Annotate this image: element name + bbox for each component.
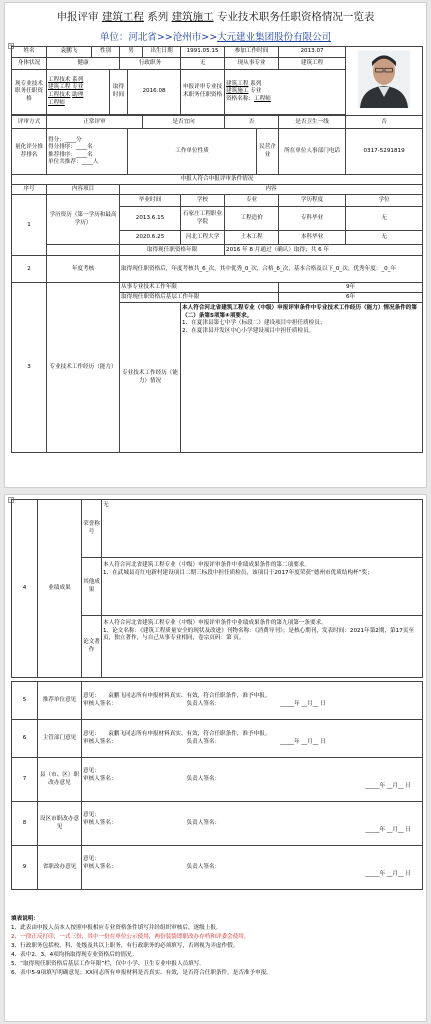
label-years-held: 取得现任职资格年限 bbox=[120, 245, 225, 256]
label-grassroots-years: 取得现任职资格后基层工作年限 bbox=[120, 293, 279, 303]
label-work-experience: 专业技术工作经历（能力） bbox=[47, 283, 120, 453]
value-grassroots-years: 6年 bbox=[279, 293, 423, 303]
value-hr-phone: 0317-5291819 bbox=[346, 129, 423, 175]
value-health-frontline: 否 bbox=[346, 116, 423, 129]
main-table-page1 bbox=[11, 46, 423, 453]
row-no-3: 3 bbox=[12, 283, 47, 453]
label-hr-phone: 所在单位人事部门电话 bbox=[279, 129, 346, 175]
value-employer-nature: 民营企业 bbox=[257, 129, 279, 175]
label-employer-nature: 工作单位性质 bbox=[128, 129, 257, 175]
page-one bbox=[4, 2, 427, 488]
value-years-held: 2016 年 8 月通过（确认）取得；共 6 年 bbox=[225, 245, 423, 256]
value-years-in-field: 9年 bbox=[279, 283, 423, 293]
value-sex: 男 bbox=[120, 47, 143, 58]
label-admin-post: 行政职务 bbox=[120, 58, 181, 69]
photo-cell bbox=[346, 47, 423, 116]
label-opinion: 主管部门意见 bbox=[38, 720, 82, 758]
label-engaged-major: 现从事专业 bbox=[225, 58, 279, 69]
edu-row-degree: 本科毕业 bbox=[279, 231, 346, 245]
unit-line: 单位：河北省>>沧州市>>大元建业集团股份有限公司 bbox=[99, 32, 332, 43]
value-birth: 1991.05.15 bbox=[181, 47, 225, 58]
value-health: 健康 bbox=[47, 58, 120, 69]
page-title: 申报评审 建筑工程 系列 建筑施工 专业技术职务任职资格情况一览表 bbox=[56, 11, 375, 23]
value-grassroots: 否 bbox=[225, 116, 279, 129]
edu-header-school: 学校 bbox=[181, 195, 225, 207]
opinion-cell: 意见： 审核人签名： 负责人签名： _____年 __月__ 日 bbox=[82, 846, 423, 890]
value-work-start: 2013.07 bbox=[279, 47, 346, 58]
row-no-5: 5 bbox=[12, 682, 38, 720]
opinion-cell: 意见： 袁鹏飞同志所有申报材料真实、有效，符合任职条件，准予申报。 审核人签名： 负责人签名： _____年 __月__ 日 bbox=[82, 682, 423, 720]
label-opinion: 设区市职改办意见 bbox=[38, 802, 82, 846]
edu-header-title: 学位 bbox=[346, 195, 423, 207]
table-move-handle[interactable]: + bbox=[9, 43, 15, 50]
label-health: 身体状况 bbox=[12, 58, 47, 69]
edu-row-title: 无 bbox=[346, 207, 423, 231]
value-other-results: 本人符合河北省建筑工程专业（中级）申报评审条件中业绩成果条件的第二项要求。 1、在武城县育红电新村建设项目二期三标段中担任质检员，该项目于2017年度荣获“德州市优质结构杯”奖； bbox=[102, 558, 423, 616]
label-health-frontline: 是否卫生一线 bbox=[279, 116, 346, 129]
label-papers: 论文著作 bbox=[82, 616, 102, 678]
row-no-2: 2 bbox=[12, 256, 47, 283]
opinion-cell: 意见： 审核人签名： 负责人签名： _____年 __月__ 日 bbox=[82, 758, 423, 802]
row-no-6: 6 bbox=[12, 720, 38, 758]
row-no-4: 4 bbox=[12, 500, 38, 678]
label-education: 学历资历（第一学历和最高学历） bbox=[47, 195, 120, 245]
edu-row-grad: 2013.6.15 bbox=[120, 207, 181, 231]
row-no-9: 9 bbox=[12, 846, 38, 890]
col-item: 内容项目 bbox=[47, 185, 120, 195]
label-obtain-time: 取得时间 bbox=[110, 69, 128, 115]
edu-header-major: 专业 bbox=[225, 195, 279, 207]
page-two bbox=[4, 494, 427, 1022]
col-content: 内容 bbox=[120, 185, 423, 195]
label-current-title: 现专业技术职务任职资格 bbox=[12, 69, 47, 115]
label-quant-score: 量化评分推荐排名 bbox=[12, 129, 47, 175]
conditions-heading: 申报人符合申报评审条件情况 bbox=[12, 175, 423, 185]
opinion-cell: 意见： 袁鹏飞同志所有申报材料真实、有效，符合任职条件，准予申报。 审核人签名： 负责人签名： _____年 __月__ 日 bbox=[82, 720, 423, 758]
label-honor: 荣誉称号 bbox=[82, 500, 102, 558]
opinions-table bbox=[11, 681, 423, 890]
label-grassroots: 是否宜向 bbox=[143, 116, 225, 129]
label-opinion: 推荐单位意见 bbox=[38, 682, 82, 720]
label-birth: 出生日期 bbox=[143, 47, 181, 58]
value-review-method: 正常评审 bbox=[47, 116, 143, 129]
avatar bbox=[347, 47, 421, 112]
value-experience-detail: 本人符合河北省建筑工程专业（中级）申报评审条件中专业技术工作经历（能力）情况条件的第（二）条第5项第④项要求。 1、在夏津县第七中学（标段二）建设项目中担任质检员； 2、在夏津县开发区中心小学建设项目中担任质检员。 bbox=[181, 303, 423, 453]
col-no: 序号 bbox=[12, 185, 47, 195]
opinion-cell: 意见： 审核人签名： 负责人签名： _____年 __月__ 日 bbox=[82, 802, 423, 846]
label-name: 姓名 bbox=[12, 47, 47, 58]
label-experience-detail: 专业技术工作经历（能力）情况 bbox=[120, 303, 181, 453]
value-quant-score: 得分：____分 得分排序：____名 推荐排序：____名 单位共推荐：____人 bbox=[47, 129, 128, 175]
value-name: 袁鹏飞 bbox=[47, 47, 92, 58]
table-move-handle-2[interactable]: + bbox=[9, 497, 15, 504]
value-apply-title: 建筑工程 系列 建筑施工 专业 资格名称：工程师 bbox=[225, 69, 346, 115]
edu-header-grad: 毕业时间 bbox=[120, 195, 181, 207]
row-no-8: 8 bbox=[12, 802, 38, 846]
label-opinion: 县（市、区）职改办意见 bbox=[38, 758, 82, 802]
label-work-start: 参加工作时间 bbox=[225, 47, 279, 58]
value-engaged-major: 建筑工程 bbox=[279, 58, 346, 69]
main-table-page2 bbox=[11, 499, 423, 678]
edu-row-degree: 专科毕业 bbox=[279, 207, 346, 231]
value-obtain-time: 2016.08 bbox=[128, 69, 181, 115]
label-other-results: 其他成果 bbox=[82, 558, 102, 616]
edu-row-grad: 2020.6.25 bbox=[120, 231, 181, 245]
edu-row-major: 土木工程 bbox=[225, 231, 279, 245]
fill-instructions: 填表说明： 1、此表由申报人员本人按照申报相应专业资格条件填写并经组织审核后，逐级上报。 2、一律正反打印，一式三份，其中一份在单位公示使用，两份装袋即职改办存档和评委会使用。 3、行政职务包括校、科、处级及其以上职务，有行政职务的必须填写，否则视为弄虚作假。 4、表中2、3、4项均指取得现专业资格后的情况。 5、“取得现任职资格后基层工作年限”栏，仅中小学、卫生专业申报人员填写。 6、表中5-9项填写明确意见；XX同志所有申报材料是否真实、有效，是否符合任职条件，是否准予申报。 bbox=[11, 916, 272, 976]
edu-row-school: 石家庄工程职业学院 bbox=[181, 207, 225, 231]
label-apply-title: 申报评审专业技术职务任职资格 bbox=[181, 69, 225, 115]
label-achievements: 业绩成果 bbox=[38, 500, 82, 678]
value-annual-review: 取得现任职资格后，年度考核共_6_次，其中优秀_0_次，合格_6_次，基本合格及以下_0_次，优秀年度：_0_年 bbox=[120, 256, 423, 283]
label-opinion: 省职改办意见 bbox=[38, 846, 82, 890]
label-review-method: 评审方式 bbox=[12, 116, 47, 129]
label-annual-review: 年度考核 bbox=[47, 256, 120, 283]
edu-header-degree: 学历程度 bbox=[279, 195, 346, 207]
row-no-7: 7 bbox=[12, 758, 38, 802]
value-honor: 无 bbox=[102, 500, 423, 558]
label-years-in-field: 从事专业技术工作年限 bbox=[120, 283, 279, 293]
edu-row-title: 无 bbox=[346, 231, 423, 245]
row-no-1: 1 bbox=[12, 195, 47, 256]
value-papers: 本人符合河北省建筑工程专业（中级）申报评审条件中业绩成果条件的第九项第一条要求。 1、论文名称：《建筑工程质量安全的现状及改进》刊物名称：《消费导刊》；是核心期刊，发表时间：2021年第2期，第17页至页，独立著作，与自己从事专业相同，卷宗页码：第 页。 bbox=[102, 616, 423, 678]
value-current-title: 工程技术 系列 建筑工程 专业 工程技术 助理 工程师 bbox=[47, 69, 110, 115]
edu-row-school: 河北工程大学 bbox=[181, 231, 225, 245]
label-sex: 性别 bbox=[92, 47, 120, 58]
edu-row-major: 工程造价 bbox=[225, 207, 279, 231]
value-admin-post: 无 bbox=[181, 58, 225, 69]
